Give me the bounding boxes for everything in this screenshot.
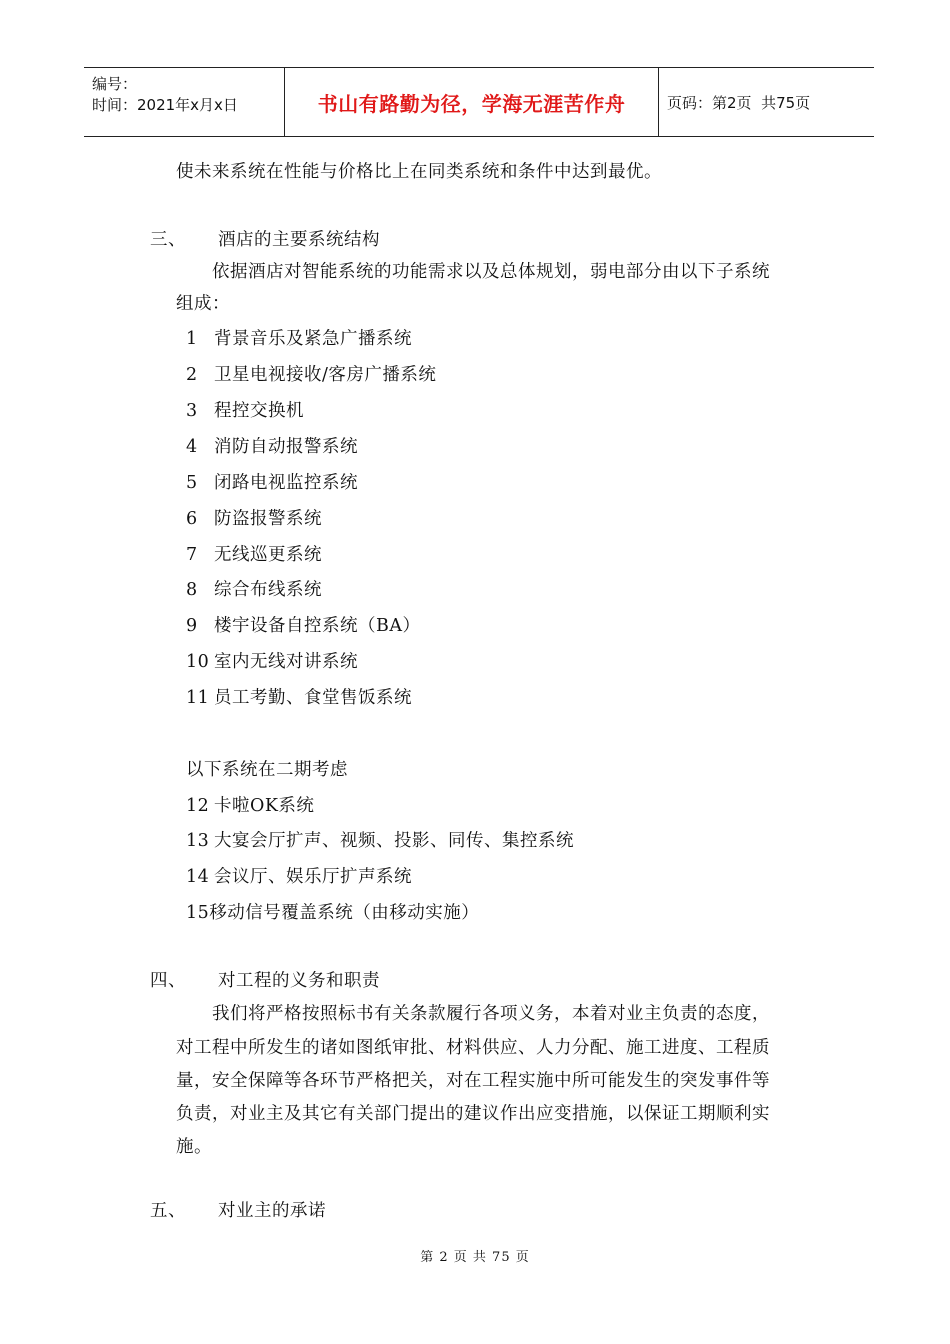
list-item-number: 10 (186, 652, 210, 672)
section-5-heading (150, 1197, 326, 1222)
list-item (186, 612, 421, 637)
list-item-text: 背景音乐及紧急广播系统 (214, 329, 412, 349)
list-item-text: 无线巡更系统 (214, 545, 322, 565)
header-number-label: 编号： (92, 75, 138, 93)
list-item-number: 4 (186, 437, 198, 457)
list-item-text: 防盗报警系统 (214, 509, 322, 529)
section-3-para-line: 组成： (176, 294, 230, 314)
list-item-number: 6 (186, 509, 198, 529)
section-3-heading (150, 226, 380, 251)
header-time-label: 时间：2021年x月x日 (92, 96, 238, 114)
list-item-number: 13 (186, 831, 210, 851)
section-4-heading (150, 967, 380, 992)
list-item-number: 3 (186, 401, 198, 421)
list-item (186, 863, 412, 888)
list-item (186, 827, 574, 852)
list-item-text: 消防自动报警系统 (214, 437, 358, 457)
section-3-para-line: 依据酒店对智能系统的功能需求以及总体规划，弱电部分由以下子系统 (212, 262, 770, 282)
list-item (186, 684, 412, 709)
section-5-number: 五、 (150, 1201, 186, 1221)
list-item-number: 1 (186, 329, 198, 349)
list-item-text: 大宴会厅扩声、视频、投影、同传、集控系统 (214, 831, 574, 851)
list-item-text: 员工考勤、食堂售饭系统 (214, 688, 412, 708)
header-meta (92, 74, 282, 116)
section-4-para-line: 量，安全保障等各环节严格把关，对在工程实施中所可能发生的突发事件等 (176, 1071, 770, 1091)
header-divider (658, 68, 659, 136)
list-item (186, 541, 322, 566)
list-item (186, 648, 358, 673)
list-item-text: 程控交换机 (214, 401, 304, 421)
phase2-title: 以下系统在二期考虑 (186, 760, 348, 780)
section-4-number: 四、 (150, 971, 186, 991)
list-item-number: 14 (186, 867, 210, 887)
list-item-text: 卡啦OK系统 (214, 796, 315, 816)
list-item (186, 792, 314, 817)
list-item-text: 闭路电视监控系统 (214, 473, 358, 493)
section-4-para-line: 负责，对业主及其它有关部门提出的建议作出应变措施，以保证工期顺利实 (176, 1104, 770, 1124)
header-motto: 书山有路勤为径，学海无涯苦作舟 (317, 91, 626, 116)
section-4-para-line: 对工程中所发生的诸如图纸审批、材料供应、人力分配、施工进度、工程质 (176, 1038, 770, 1058)
list-item (186, 576, 322, 601)
list-item (186, 397, 304, 422)
list-item (186, 899, 479, 924)
list-item-number: 12 (186, 796, 210, 816)
list-item-number: 8 (186, 580, 198, 600)
list-item-number: 5 (186, 473, 198, 493)
list-item (186, 361, 436, 386)
list-item-number: 15 (186, 903, 210, 923)
list-item-number: 2 (186, 365, 198, 385)
list-item-text: 卫星电视接收/客房广播系统 (214, 365, 437, 385)
list-item (186, 469, 358, 494)
section-3-number: 三、 (150, 230, 186, 250)
list-item-text: 楼宇设备自控系统（BA） (214, 616, 421, 636)
page-footer: 第 2 页 共 75 页 (420, 1250, 530, 1265)
header-page-info (667, 68, 872, 136)
list-item-number: 11 (186, 688, 210, 708)
list-item (186, 325, 412, 350)
section-3-title: 酒店的主要系统结构 (218, 230, 380, 250)
page-header (84, 67, 874, 137)
header-page-text: 页码：第2页 共75页 (667, 93, 811, 112)
list-item-text: 室内无线对讲系统 (214, 652, 358, 672)
list-item-number: 9 (186, 616, 198, 636)
list-item (186, 433, 358, 458)
list-item-number: 7 (186, 545, 198, 565)
section-4-para-line: 我们将严格按照标书有关条款履行各项义务，本着对业主负责的态度， (212, 1004, 770, 1024)
section-4-title: 对工程的义务和职责 (218, 971, 380, 991)
list-item (186, 505, 322, 530)
list-item-text: 会议厅、娱乐厅扩声系统 (214, 867, 412, 887)
intro-line: 使未来系统在性能与价格比上在同类系统和条件中达到最优。 (176, 162, 662, 182)
section-5-title: 对业主的承诺 (218, 1201, 326, 1221)
list-item-text: 综合布线系统 (214, 580, 322, 600)
section-4-para-line: 施。 (176, 1137, 212, 1157)
list-item-text: 移动信号覆盖系统（由移动实施） (209, 903, 480, 923)
